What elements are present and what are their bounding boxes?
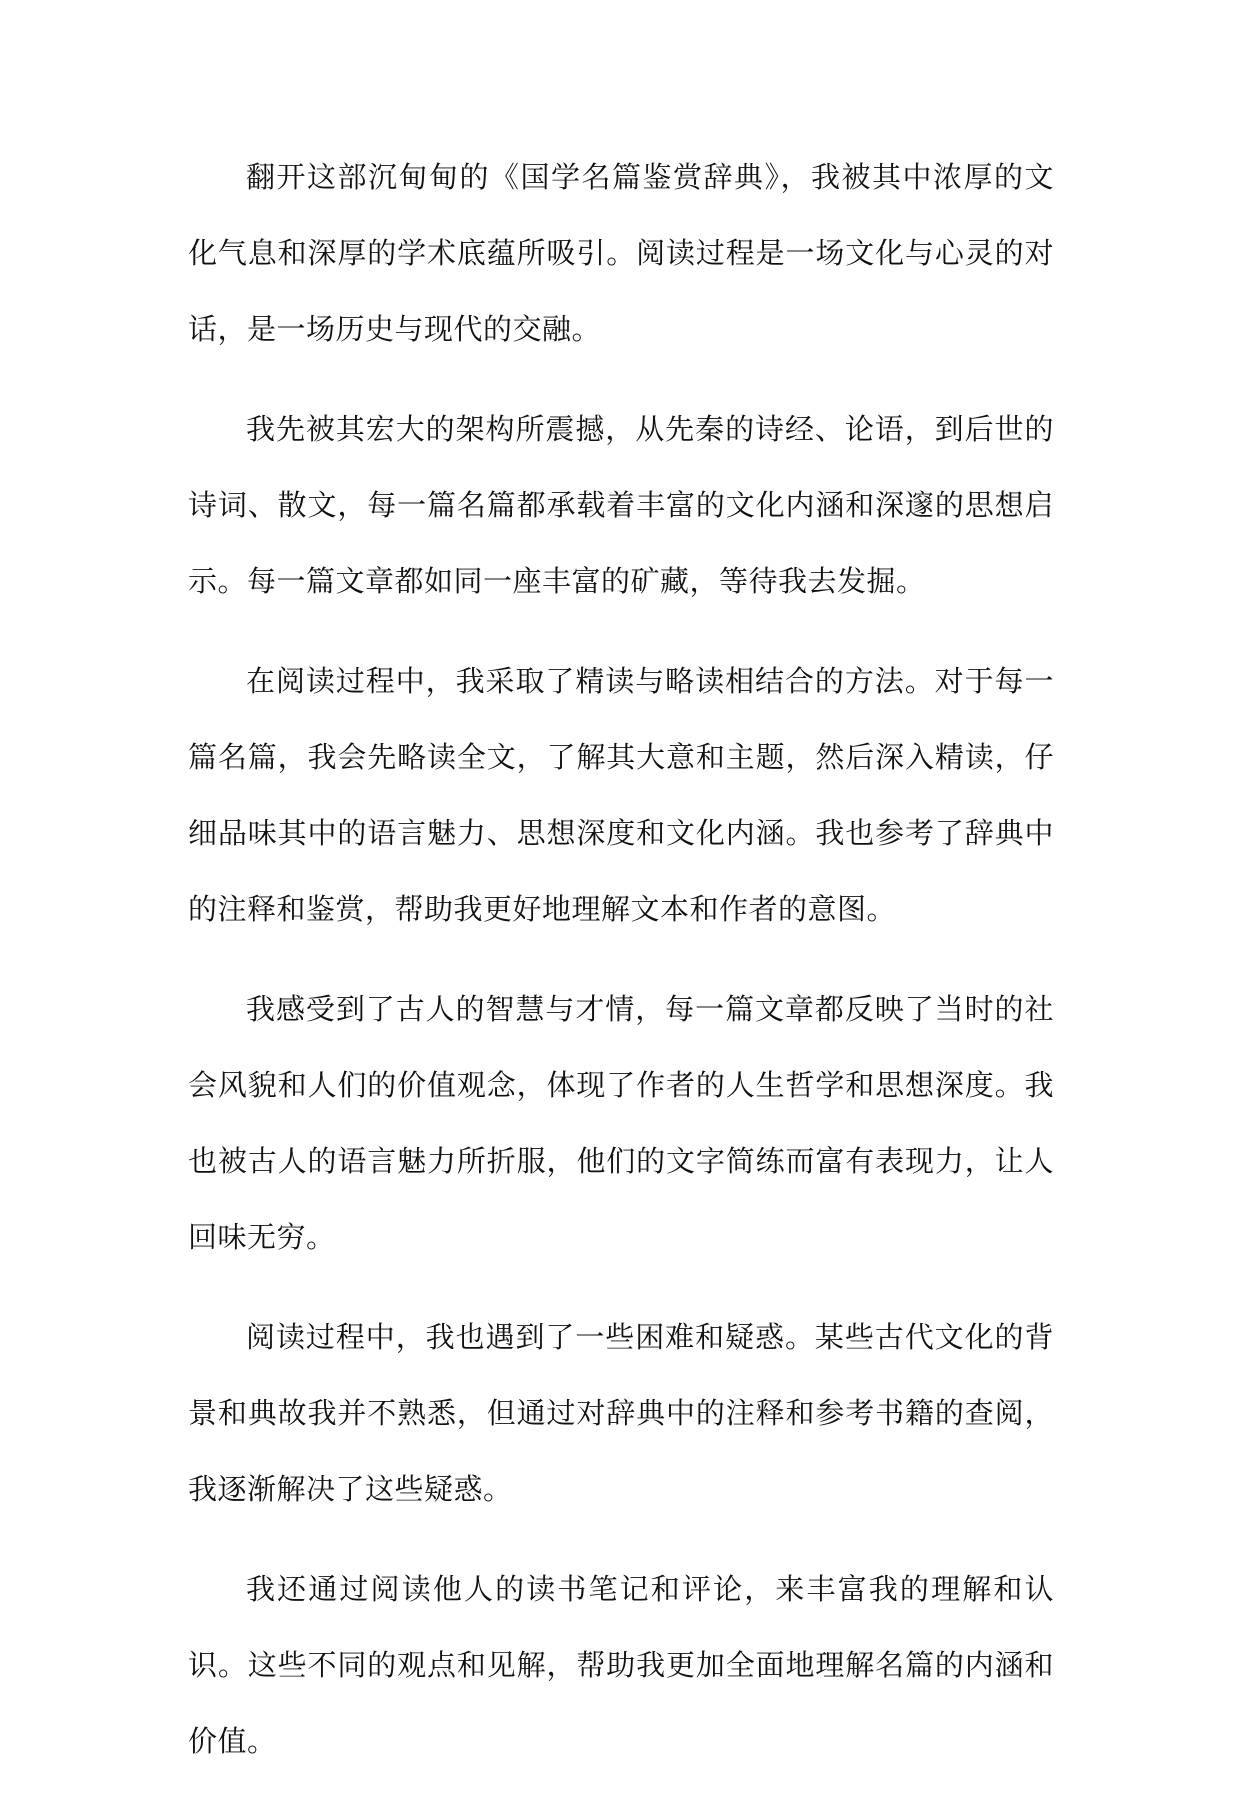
document-body	[188, 139, 1054, 1803]
paragraph-5: 阅读过程中，我也遇到了一些困难和疑惑。某些古代文化的背景和典故我并不熟悉，但通过对辞典中的注释和参考书籍的查阅，我逐渐解决了这些疑惑。	[188, 1320, 1054, 1506]
paragraph-4: 我感受到了古人的智慧与才情，每一篇文章都反映了当时的社会风貌和人们的价值观念，体现了作者的人生哲学和思想深度。我也被古人的语言魅力所折服，他们的文字简练而富有表现力，让人回味无穷。	[188, 992, 1054, 1254]
paragraph-2: 我先被其宏大的架构所震撼，从先秦的诗经、论语，到后世的诗词、散文，每一篇名篇都承载着丰富的文化内涵和深邃的思想启示。每一篇文章都如同一座丰富的矿藏，等待我去发掘。	[188, 412, 1054, 598]
paragraph-6: 我还通过阅读他人的读书笔记和评论，来丰富我的理解和认识。这些不同的观点和见解，帮助我更加全面地理解名篇的内涵和价值。	[188, 1572, 1054, 1758]
paragraph-3: 在阅读过程中，我采取了精读与略读相结合的方法。对于每一篇名篇，我会先略读全文，了解其大意和主题，然后深入精读，仔细品味其中的语言魅力、思想深度和文化内涵。我也参考了辞典中的注释和鉴赏，帮助我更好地理解文本和作者的意图。	[188, 664, 1054, 926]
paragraph-1: 翻开这部沉甸甸的《国学名篇鉴赏辞典》，我被其中浓厚的文化气息和深厚的学术底蕴所吸引。阅读过程是一场文化与心灵的对话，是一场历史与现代的交融。	[188, 160, 1054, 346]
